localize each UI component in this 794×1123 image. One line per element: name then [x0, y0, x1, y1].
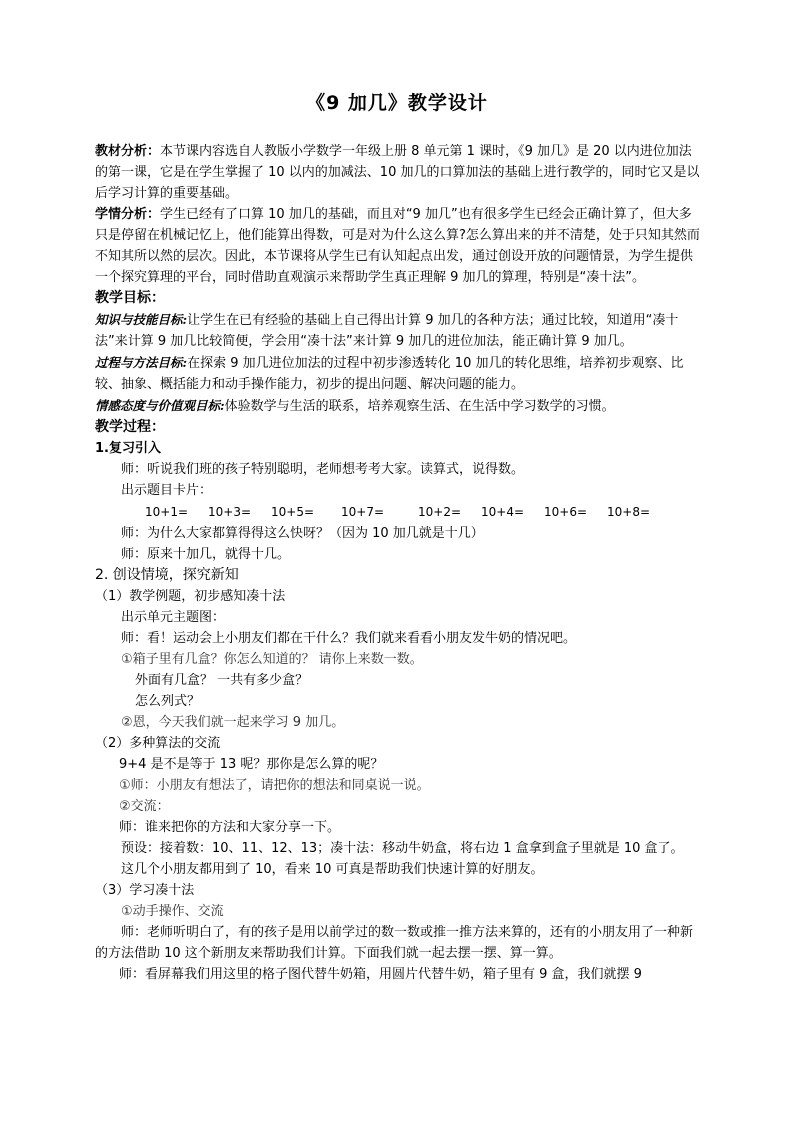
goal-knowledge-text: 让学生在已有经验的基础上自己得出计算 9 加几的各种方法；通过比较，知道用“凑十法”来计算 9 加几比较简便，学会用“凑十法”来计算 9 加几的进位加法，能正确计算 9 加几。	[95, 313, 679, 349]
material-analysis-label: 教材分析：	[95, 144, 161, 159]
review-line-1: 师：听说我们班的孩子特别聪明，老师想考考大家。读算式，说得数。	[121, 462, 525, 477]
explore-s1-line-6: ②恩，今天我们就一起来学习 9 加几。	[121, 715, 345, 730]
student-analysis-text: 学生已经有了口算 10 加几的基础，而且对“9 加几”也有很多学生已经会正确计算了，但大多只是停留在机械记忆上，他们能算出得数，可是对为什么这么算?怎么算出来的并不清楚，处于只知其然而不知其所以然的层次。因此，本节课将从学生已有认知起点出发，通过创设开放的问题情景，为学生提供一个探究算理的平台，同时借助直观演示来帮助学生真正理解 9 加几的算理，特别是“凑十法”。	[95, 207, 700, 285]
question-card: 10+8=	[607, 505, 651, 519]
material-analysis-paragraph	[95, 141, 703, 204]
explore-s1-line-3: ①箱子里有几盒？你怎么知道的？ 请你上来数一数。	[121, 652, 423, 667]
goal-process-paragraph	[95, 352, 703, 395]
explore-sub-1: （1）教学例题，初步感知凑十法	[95, 589, 286, 604]
explore-s1-line-4: 外面有几盒？ 一共有多少盒？	[135, 673, 309, 688]
question-card: 10+4=	[481, 505, 525, 519]
process-heading: 教学过程：	[95, 419, 165, 435]
explore-s1-line-2: 师：看！运动会上小朋友们都在干什么？我们就来看看小朋友发牛奶的情况吧。	[121, 631, 577, 646]
goal-emotion-label: 情感态度与价值观目标:	[95, 398, 225, 413]
explore-heading: 2. 创设情境，探究新知	[95, 567, 239, 583]
explore-s1-line-5: 怎么列式？	[135, 694, 201, 709]
material-analysis-text: 本节课内容选自人教版小学数学一年级上册 8 单元第 1 课时，《9 加几》是 20 以内进位加法的第一课，它是在学生掌握了 10 以内的加减法、10 加几的口算加法的基础上进行教学的，同时它又是以后学习计算的重要基础。	[95, 144, 700, 201]
document-body	[95, 141, 703, 985]
goal-knowledge-paragraph	[95, 309, 703, 352]
goal-process-label: 过程与方法目标:	[95, 355, 188, 370]
review-line-2: 出示题目卡片：	[121, 483, 213, 498]
student-analysis-paragraph	[95, 204, 703, 288]
question-card: 10+6=	[544, 505, 588, 519]
page-title: 《9 加几》教学设计	[306, 92, 488, 114]
explore-s3-line-3: 师：看屏幕我们用这里的格子图代替牛奶箱，用圆片代替牛奶，箱子里有 9 盒，我们就摆 9	[119, 967, 642, 982]
question-card: 10+2=	[418, 505, 462, 519]
explore-s3-line-2: 师：老师听明白了，有的孩子是用以前学过的数一数或推一推方法来算的，还有的小朋友用了一种新的方法借助 10 这个新朋友来帮助我们计算。下面我们就一起去摆一摆、算一算。	[95, 925, 694, 961]
explore-s2-line-5: 预设：接着数：10、11、12、13；凑十法：移动牛奶盒，将右边 1 盒拿到盒子里就是 10 盒了。	[121, 841, 684, 856]
explore-s3-line-1: ①动手操作、交流	[121, 904, 224, 919]
explore-s1-line-1: 出示单元主题图：	[121, 610, 226, 625]
goal-emotion-text: 体验数学与生活的联系，培养观察生活、在生活中学习数学的习惯。	[224, 399, 615, 414]
question-cards	[95, 501, 703, 523]
question-card: 10+7=	[341, 505, 385, 519]
explore-s2-line-1: 9+4 是不是等于 13 呢？那你是怎么算的呢？	[119, 757, 384, 772]
review-heading: 1.复习引入	[95, 441, 161, 456]
explore-s2-line-2: ①师：小朋友有想法了，请把你的想法和同桌说一说。	[119, 778, 430, 793]
explore-sub-2: （2）多种算法的交流	[95, 736, 221, 751]
student-analysis-label: 学情分析：	[95, 207, 161, 222]
explore-s2-line-3: ②交流：	[119, 799, 170, 814]
review-line-3: 师：为什么大家都算得得这么快呀？（因为 10 加几就是十几）	[121, 526, 484, 541]
goal-knowledge-label: 知识与技能目标:	[95, 312, 188, 327]
goal-emotion-paragraph	[95, 395, 703, 417]
question-card: 10+3=	[208, 505, 252, 519]
question-card: 10+1=	[145, 505, 189, 519]
goals-heading: 教学目标：	[95, 290, 165, 306]
goal-process-text: 在探索 9 加几进位加法的过程中初步渗透转化 10 加几的转化思维，培养初步观察、比较、抽象、概括能力和动手操作能力，初步的提出问题、解决问题的能力。	[95, 356, 684, 392]
explore-s2-line-4: 师：谁来把你的方法和大家分享一下。	[119, 820, 341, 835]
explore-s2-line-6: 这几个小朋友都用到了 10，看来 10 可真是帮助我们快速计算的好朋友。	[121, 862, 544, 877]
question-card: 10+5=	[271, 505, 315, 519]
explore-sub-3: （3）学习凑十法	[95, 883, 195, 898]
review-line-4: 师：原来十加几，就得十几。	[121, 547, 291, 562]
